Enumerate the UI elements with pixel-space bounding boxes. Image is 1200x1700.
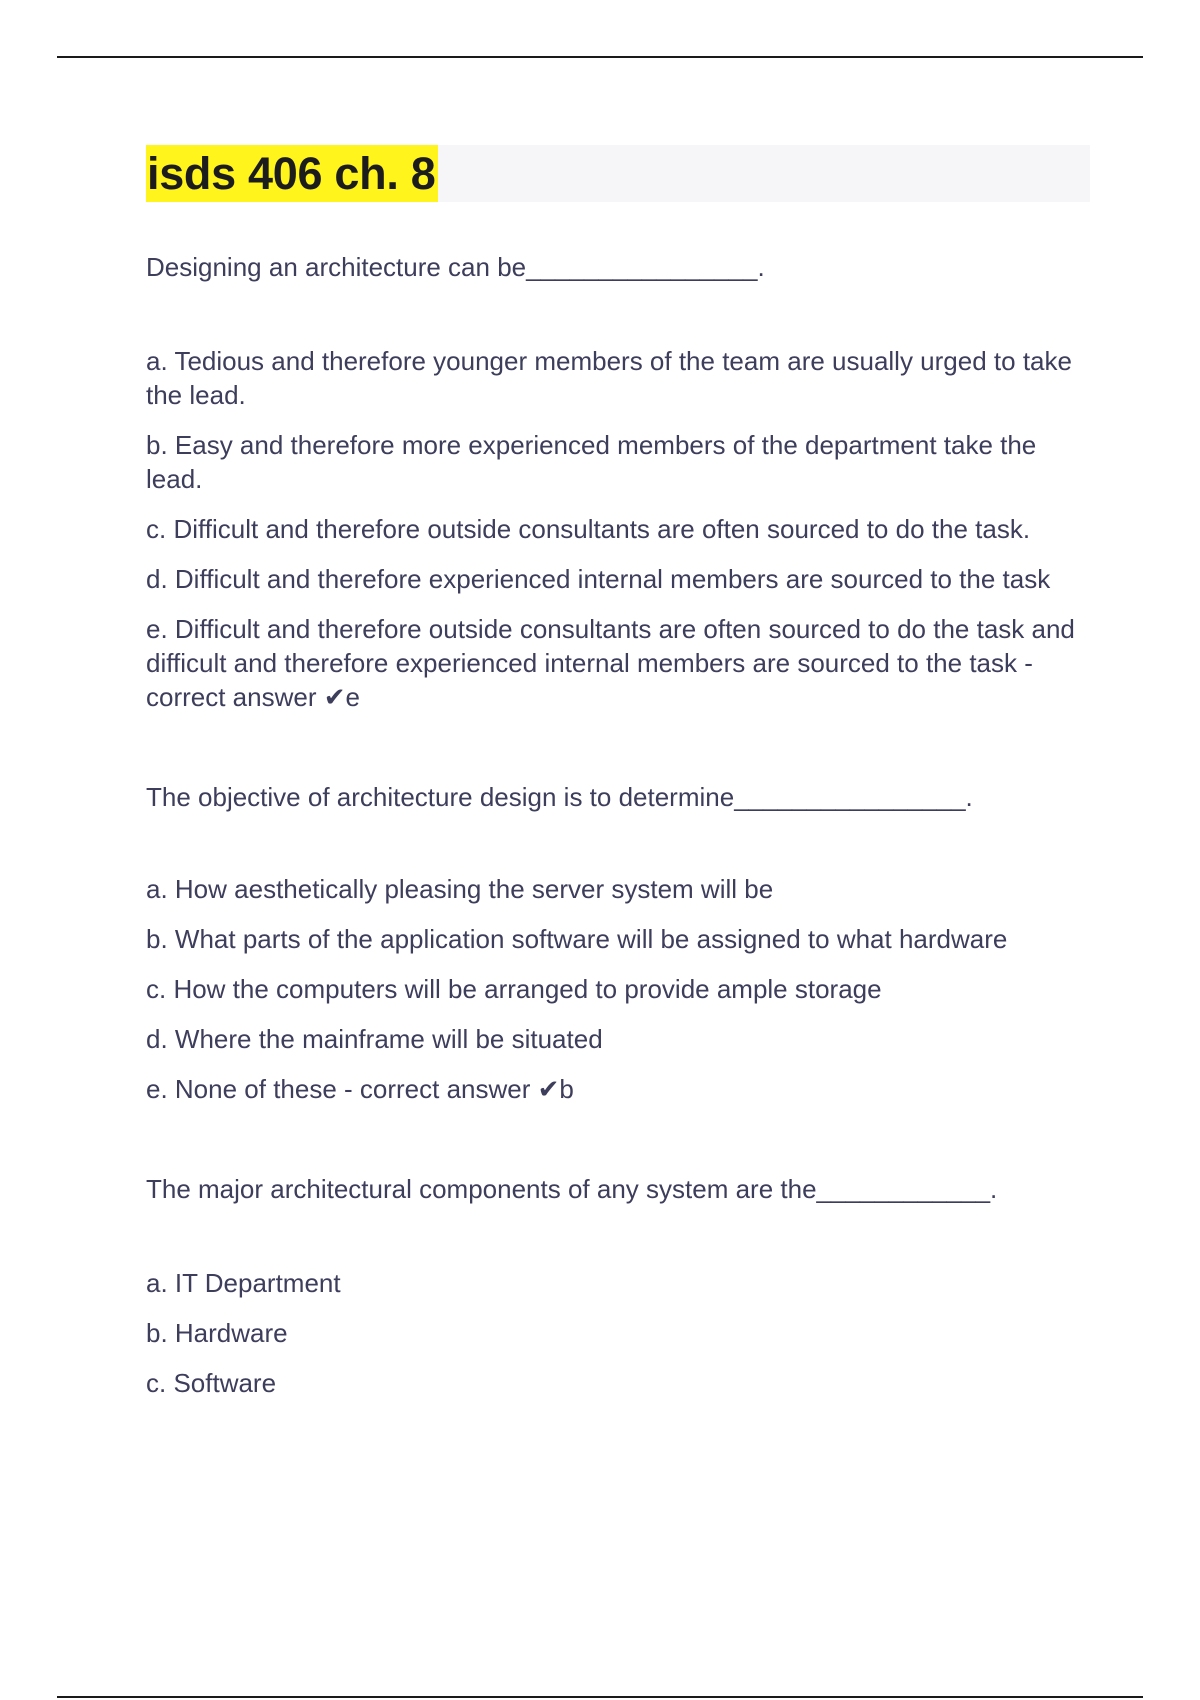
- question-2-options: [146, 872, 1090, 1106]
- question-1-prompt: Designing an architecture can be________________.: [146, 252, 765, 282]
- title-band: [146, 145, 1090, 202]
- question-2-option-b: b. What parts of the application software will be assigned to what hardware: [146, 924, 1008, 954]
- question-1-option-a: a. Tedious and therefore younger members of the team are usually urged to take the lead.: [146, 346, 1072, 410]
- question-3-option-b: b. Hardware: [146, 1318, 288, 1348]
- bottom-rule: [57, 1696, 1143, 1698]
- question-3-option-c: c. Software: [146, 1368, 277, 1398]
- question-1-option-c: c. Difficult and therefore outside consultants are often sourced to do the task.: [146, 514, 1031, 544]
- question-2-option-e: e. None of these - correct answer ✔b: [146, 1074, 574, 1104]
- question-3-options: [146, 1266, 1090, 1400]
- question-1-option-e: e. Difficult and therefore outside consultants are often sourced to do the task and difficult and therefore experienced internal members are sourced to the task - correct answer ✔e: [146, 614, 1075, 712]
- document-body: [146, 145, 1090, 1416]
- question-1-option-d: d. Difficult and therefore experienced internal members are sourced to the task: [146, 564, 1051, 594]
- question-2-option-d: d. Where the mainframe will be situated: [146, 1024, 603, 1054]
- top-rule: [57, 56, 1143, 58]
- question-1-option-b: b. Easy and therefore more experienced members of the department take the lead.: [146, 430, 1037, 494]
- question-2-option-a: a. How aesthetically pleasing the server system will be: [146, 874, 774, 904]
- question-2-option-c: c. How the computers will be arranged to provide ample storage: [146, 974, 882, 1004]
- document-title: isds 406 ch. 8: [146, 145, 438, 202]
- question-1-options: [146, 344, 1090, 714]
- question-3-prompt: The major architectural components of any system are the____________.: [146, 1174, 998, 1204]
- question-3-option-a: a. IT Department: [146, 1268, 341, 1298]
- question-2-prompt: The objective of architecture design is to determine________________.: [146, 782, 973, 812]
